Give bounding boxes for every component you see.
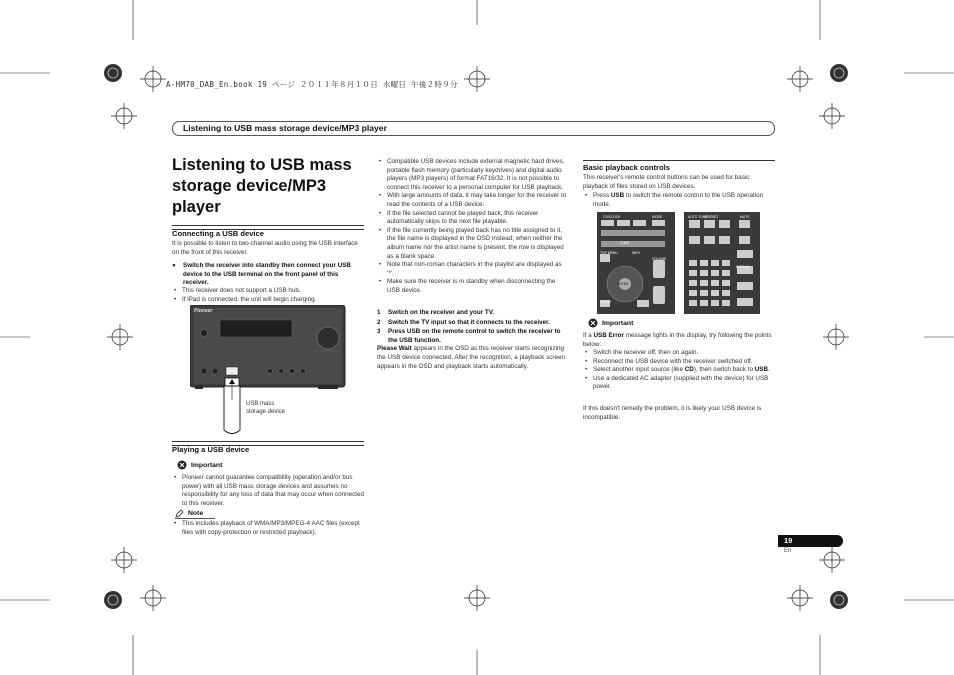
remote-label: CD/CLOCK <box>603 215 621 219</box>
playing-heading: Playing a USB device <box>172 445 250 454</box>
please-wait-paragraph: Please Wait appears in the OSD as this receiver starts recognizing the USB device connected. After the recognition, a playback screen appears in the OSD and playback starts automatically. <box>377 345 565 370</box>
important-icon <box>177 460 187 470</box>
list-item: • With large amounts of data, it may take longer for the receiver to read the contents of a USB device. <box>377 192 569 209</box>
note-bullets <box>172 520 364 537</box>
remote-control-left <box>597 212 675 314</box>
page-number: 19 <box>784 536 793 545</box>
figure-caption-line: USB mass <box>246 401 275 407</box>
remote-label: MODE <box>652 215 663 219</box>
connecting-step <box>172 262 364 288</box>
closing-paragraph: If this doesn't remedy the problem, it is likely your USB device is incompatible. <box>583 405 762 421</box>
connecting-heading: Connecting a USB device <box>172 229 264 238</box>
remote-label: MUTE <box>740 215 750 219</box>
step-item: 2 Switch the TV input so that it connects to the receiver. <box>377 318 550 326</box>
remote-label: TUNE <box>620 241 630 245</box>
page-title-line: player <box>172 198 221 216</box>
remote-label: ENTER <box>617 282 629 286</box>
banner-title: Listening to USB mass storage device/MP3 player <box>183 123 387 133</box>
remote-label: PRESET <box>705 215 719 219</box>
usb-info-bullets <box>377 158 569 296</box>
step-item: 1 Switch on the receiver and your TV. <box>377 309 495 316</box>
brand-logo: Pioneer <box>194 308 213 314</box>
page-title-line: storage device/MP3 <box>172 177 327 195</box>
playback-steps <box>377 309 569 371</box>
usb-error-bullets <box>583 349 775 392</box>
important-text: Important <box>191 461 223 469</box>
list-item: • Make sure the receiver is in standby when disconnecting the USB device. <box>377 278 569 295</box>
list-item: • This includes playback of WMA/MP3/MPEG-4 AAC files (except files with copy-protection or restricted playback). <box>172 520 364 537</box>
remote-label: VOLUME <box>652 257 667 261</box>
section-rule <box>583 160 775 161</box>
list-item: • Use a dedicated AC adapter (supplied with the device) for USB power. <box>583 375 775 392</box>
important-icon <box>588 318 598 328</box>
remote-label: TOP MENU <box>600 251 618 255</box>
figure-caption-line: storage device <box>246 409 286 415</box>
note-rule <box>175 518 215 519</box>
list-item: • Press USB to switch the remote control to the USB operation mode. <box>583 192 775 209</box>
note-icon <box>175 509 184 518</box>
list-item: • Pioneer cannot guarantee compatibility (operation and/or bus power) with all USB mass storage devices and assumes no responsibility for any loss of data that may occur when connected to this receiver. <box>172 474 364 508</box>
important-label <box>177 460 222 470</box>
playback-controls-intro: This receiver's remote control buttons can be used for basic playback of files stored on USB devices. <box>583 174 750 190</box>
page-language: En <box>784 548 792 554</box>
note-label <box>175 509 203 518</box>
page-title <box>172 155 372 218</box>
step-bullet-icon: ● <box>172 262 176 269</box>
important-bullets <box>172 474 364 508</box>
important-text: Important <box>602 319 634 327</box>
usb-error-paragraph: If a USB Error message lights in the display, try following the points below: <box>583 332 772 348</box>
page-title-line: Listening to USB mass <box>172 156 352 174</box>
list-item: • Switch the receiver off, then on again. <box>583 349 775 358</box>
list-item: • If iPad is connected, the unit will begin charging. <box>172 296 364 305</box>
list-item: • If the file currently being played back has no title assigned to it, the file name is displayed in the OSD instead; when neither the album name nor the artist name is present, the row is displayed as a blank space. <box>377 227 569 261</box>
list-item: • Reconnect the USB device with the receiver switched off. <box>583 358 775 367</box>
list-item: • Select another input source (like CD), then switch back to USB. <box>583 366 775 375</box>
connecting-step-text: Switch the receiver into standby then connect your USB device to the USB terminal on the front panel of this receiver. <box>183 262 351 287</box>
page-number-tab <box>778 535 843 547</box>
note-text: Note <box>188 510 204 517</box>
section-banner <box>172 121 775 136</box>
list-item: • This receiver does not support a USB hub. <box>172 287 364 296</box>
important-label-right <box>588 318 633 328</box>
connecting-intro: It is possible to listen to two-channel audio using the USB interface on the front of this receiver. <box>172 240 358 256</box>
list-item: • Note that non-roman characters in the playlist are displayed as '*'. <box>377 261 569 278</box>
file-header: A-HM70_DAB_En.book 19 ページ ２０１１年８月１０日 水曜日 午後２時９分 <box>166 80 458 89</box>
list-item: • Compatible USB devices include external magnetic hard drives, portable flash memory (particularly keydrives) and digital audio players (MP3 players) of format FAT16/32. It is not possible to connect this receiver to a personal computer for USB playback. <box>377 158 569 192</box>
remote-label: INFO <box>632 251 641 255</box>
remote-label: AUDIO <box>600 300 611 304</box>
step-item: 3 Press USB on the remote control to switch the receiver to the USB function. <box>377 328 561 344</box>
list-item: • If the file selected cannot be played back, this receiver automatically skips to the next file playable. <box>377 210 569 227</box>
playback-controls-heading: Basic playback controls <box>583 163 670 172</box>
remote-control-right <box>684 212 760 314</box>
connecting-bullets <box>172 287 364 304</box>
remote-label: DISPLAY <box>736 265 751 269</box>
figure-caption <box>246 400 306 416</box>
remote-label: AUTO TUNE <box>688 215 708 219</box>
press-usb-bullet <box>583 192 775 209</box>
